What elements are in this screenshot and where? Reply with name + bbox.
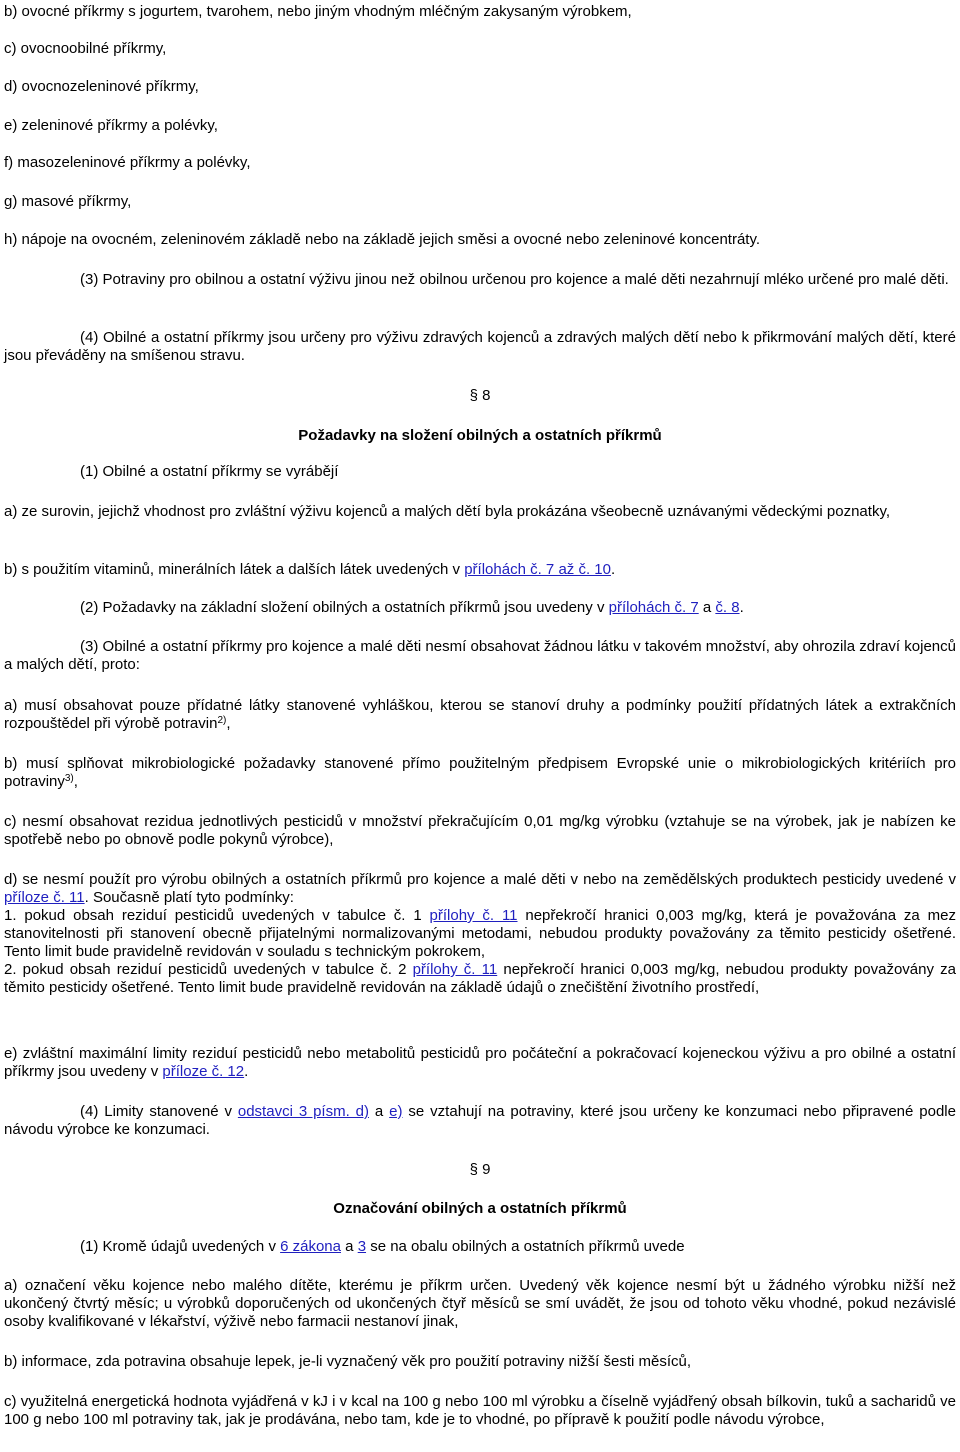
list-item: b) informace, zda potravina obsahuje lepek, je-li vyznačený věk pro použití potraviny nižší šesti měsíců, xyxy=(4,1353,691,1370)
footnote-ref: 2) xyxy=(217,715,227,726)
list-item: g) masové příkrmy, xyxy=(4,193,132,210)
text-run: nepřekročí hranici 0,003 mg/kg, nebudou produkty považovány za těmito pesticidy ošetřené. Tento limit bude pravidelně revidován na základě údajů o znečištění životního prostředí, xyxy=(4,961,956,996)
annex-link[interactable]: přílohy č. 11 xyxy=(412,961,498,978)
annex-link[interactable]: č. 8 xyxy=(715,599,740,616)
paragraph: (1) Obilné a ostatní příkrmy se vyrábějí xyxy=(80,463,339,480)
list-item: b) ovocné příkrmy s jogurtem, tvarohem, nebo jiným vhodným mléčným zakysaným výrobkem, xyxy=(4,3,632,20)
section-number: § 9 xyxy=(469,1161,491,1178)
law-link[interactable]: 6 zákona xyxy=(280,1238,341,1255)
text-run: . xyxy=(610,561,616,578)
list-item: e) zeleninové příkrmy a polévky, xyxy=(4,117,218,134)
text-run: se vztahují na potraviny, které jsou určeny ke konzumaci nebo připravené podle návodu výrobce ke konzumaci. xyxy=(4,1103,956,1138)
text-run: d) se nesmí použít pro výrobu obilných a ostatních příkrmů pro kojence a malé děti v nebo na zemědělských produktech pesticidy uvedené v xyxy=(4,871,956,888)
annex-link[interactable]: příloze č. 12 xyxy=(162,1063,245,1080)
annex-link[interactable]: přílohách č. 7 xyxy=(608,599,699,616)
text-run: . Současně platí tyto podmínky: xyxy=(84,889,294,906)
text-run: 1. pokud obsah reziduí pesticidů uvedených v tabulce č. 1 xyxy=(4,907,430,924)
section-title: Požadavky na složení obilných a ostatních příkrmů xyxy=(298,427,662,444)
section-title: Označování obilných a ostatních příkrmů xyxy=(333,1200,627,1217)
paragraph xyxy=(4,1103,956,1139)
paragraph: (4) Obilné a ostatní příkrmy jsou určeny pro výživu zdravých kojenců a zdravých malých dětí nebo k přikrmování malých dětí, které jsou převáděny na smíšenou stravu. xyxy=(4,329,956,364)
section-number: § 8 xyxy=(469,387,491,404)
reference-link[interactable]: e) xyxy=(389,1103,403,1120)
list-item: a) ze surovin, jejichž vhodnost pro zvláštní výživu kojenců a malých dětí byla prokázána všeobecně uznávanými vědeckými poznatky, xyxy=(4,503,890,520)
list-item: d) ovocnozeleninové příkrmy, xyxy=(4,78,199,95)
annex-link[interactable]: přílohách č. 7 až č. 10 xyxy=(464,561,611,578)
text-run: a xyxy=(341,1238,358,1255)
text-run: , xyxy=(73,773,78,790)
text-run: (1) Kromě údajů uvedených v xyxy=(80,1238,281,1255)
annex-link[interactable]: příloze č. 11 xyxy=(4,889,85,906)
paragraph: (3) Obilné a ostatní příkrmy pro kojence a malé děti nesmí obsahovat žádnou látku v takovém množství, aby ohrozila zdraví kojenců a malých dětí, proto: xyxy=(4,638,956,673)
law-link[interactable]: 3 xyxy=(357,1238,367,1255)
text-run: se na obalu obilných a ostatních příkrmů uvede xyxy=(366,1238,685,1255)
list-item xyxy=(4,1045,956,1081)
text-run: b) s použitím vitaminů, minerálních látek a dalších látek uvedených v xyxy=(4,561,465,578)
list-item-d xyxy=(4,871,956,997)
list-item xyxy=(4,871,956,907)
list-item: c) ovocnoobilné příkrmy, xyxy=(4,40,167,57)
sub-list-item xyxy=(4,961,956,997)
sub-list-item xyxy=(4,907,956,961)
paragraph xyxy=(80,599,744,617)
list-item: c) nesmí obsahovat rezidua jednotlivých pesticidů v množství překračujícím 0,01 mg/kg výrobku (vztahuje se na výrobek, jak je nabízen ke spotřebě nebo po obnově podle pokynů výrobce), xyxy=(4,813,956,848)
list-item xyxy=(4,561,615,579)
text-run: (4) Limity stanovené v xyxy=(80,1103,238,1120)
list-item: h) nápoje na ovocném, zeleninovém základě nebo na základě jejich směsi a ovocné nebo zeleninové koncentráty. xyxy=(4,231,761,248)
text-run: 2. pokud obsah reziduí pesticidů uvedených v tabulce č. 2 xyxy=(4,961,413,978)
list-item: a) označení věku kojence nebo malého dítěte, kterému je příkrm určen. Uvedený věk kojence nesmí být u žádného výrobku nižší než ukončený čtvrtý měsíc; u výrobků doporučených od ukončených čtyř měsíců se smí uvádět, že jsou od tohoto věku vhodné, pokud nezávislé osoby kvalifikované v lékařství, výživě nebo farmacii nestanoví jinak, xyxy=(4,1277,956,1330)
text-run: (2) Požadavky na základní složení obilných a ostatních příkrmů jsou uvedeny v xyxy=(80,599,609,616)
list-item: f) masozeleninové příkrmy a polévky, xyxy=(4,154,251,171)
footnote-ref: 3) xyxy=(64,773,74,784)
text-run: e) zvláštní maximální limity reziduí pesticidů nebo metabolitů pesticidů pro počáteční a pokračovací kojeneckou výživu a pro obilné a ostatní příkrmy jsou uvedeny v xyxy=(4,1045,956,1080)
text-run: . xyxy=(739,599,744,616)
list-item xyxy=(4,755,956,791)
text-run: a xyxy=(698,599,716,616)
text-run: nepřekročí hranici 0,003 mg/kg, která je považována za mez stanovitelnosti při stanovení obecně přijatelnými normalizovanými metodami, nebudou produkty považovány za těmito pesticidy ošetřené. Tento limit bude pravidelně revidován v souladu s technickým pokrokem, xyxy=(4,907,956,960)
list-item: c) využitelná energetická hodnota vyjádřená v kJ i v kcal na 100 g nebo 100 ml výrobku a číselně vyjádřený obsah bílkovin, tuků a sacharidů ve 100 g nebo 100 ml potraviny tak, jak je prodávána, nebo tam, kde je to vhodné, po přípravě k použití podle návodu výrobce, xyxy=(4,1393,956,1428)
paragraph: (3) Potraviny pro obilnou a ostatní výživu jinou než obilnou určenou pro kojence a malé děti nezahrnují mléko určené pro malé děti. xyxy=(80,271,949,288)
list-item xyxy=(4,697,956,733)
text-run: a xyxy=(369,1103,390,1120)
text-run: . xyxy=(244,1063,249,1080)
text-run: a) musí obsahovat pouze přídatné látky stanovené vyhláškou, kterou se stanoví druhy a podmínky použití přídatných látek a extrakčních rozpouštědel při výrobě potravin xyxy=(4,697,956,732)
paragraph xyxy=(80,1238,685,1256)
text-run: , xyxy=(226,715,231,732)
text-run: b) musí splňovat mikrobiologické požadavky stanovené přímo použitelným předpisem Evropské unie o mikrobiologických kritériích pro potraviny xyxy=(4,755,956,790)
annex-link[interactable]: přílohy č. 11 xyxy=(429,907,518,924)
reference-link[interactable]: odstavci 3 písm. d) xyxy=(237,1103,369,1120)
